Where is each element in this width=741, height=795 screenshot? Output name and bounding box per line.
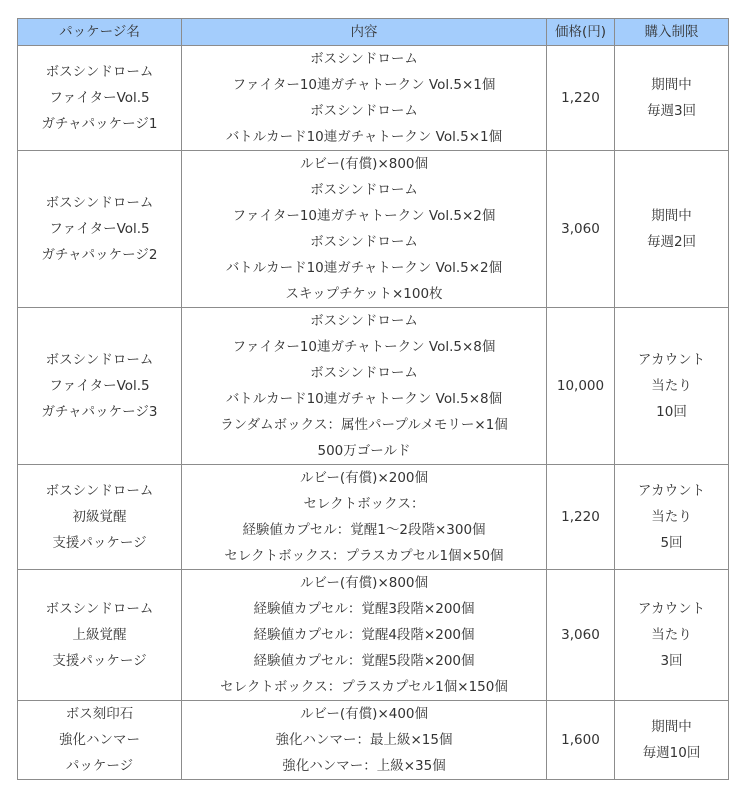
package-name-line: ボス刻印石 <box>65 706 134 722</box>
price-cell: 1,220 <box>547 46 615 151</box>
limit-line: アカウント <box>637 483 706 499</box>
content-line: 500万ゴールド <box>317 443 411 459</box>
package-name-line: ボスシンドローム <box>45 64 154 80</box>
package-name-cell <box>18 151 182 308</box>
table-row <box>18 570 729 701</box>
header-purchase-limit: 購入制限 <box>615 19 729 46</box>
package-name-line: ガチャパッケージ2 <box>41 247 158 263</box>
contents-cell <box>182 465 547 570</box>
content-line: バトルカード10連ガチャトークン Vol.5×1個 <box>225 129 503 145</box>
limit-line: 当たり <box>651 627 692 643</box>
content-line: ボスシンドローム <box>310 234 418 250</box>
package-name-line: ボスシンドローム <box>45 601 154 617</box>
content-line: ボスシンドローム <box>310 51 418 67</box>
content-line: ファイター10連ガチャトークン Vol.5×1個 <box>232 77 496 93</box>
content-line: ボスシンドローム <box>310 313 418 329</box>
limit-cell <box>615 465 729 570</box>
package-name-line: ボスシンドローム <box>45 352 154 368</box>
limit-line: 毎週3回 <box>646 103 697 119</box>
table-header-row <box>18 19 729 46</box>
contents-cell <box>182 46 547 151</box>
content-line: 経験値カプセル：覚醒3段階×200個 <box>253 601 475 617</box>
content-line: 経験値カプセル：覚醒1～2段階×300個 <box>242 522 486 538</box>
limit-line: 10回 <box>656 404 687 420</box>
package-name-line: 支援パッケージ <box>52 535 147 551</box>
table-row <box>18 46 729 151</box>
content-line: ボスシンドローム <box>310 103 418 119</box>
price-cell: 1,220 <box>547 465 615 570</box>
content-line: 強化ハンマー：最上級×15個 <box>275 732 453 748</box>
price-cell: 1,600 <box>547 701 615 780</box>
header-price: 価格(円) <box>547 19 615 46</box>
content-line: ボスシンドローム <box>310 182 418 198</box>
limit-cell <box>615 151 729 308</box>
contents-cell <box>182 701 547 780</box>
package-name-cell <box>18 46 182 151</box>
content-line: セレクトボックス：プラスカプセル1個×50個 <box>224 548 504 564</box>
header-package-name: パッケージ名 <box>18 19 182 46</box>
package-name-line: 初級覚醒 <box>72 509 127 525</box>
limit-line: 毎週10回 <box>642 745 701 761</box>
price-cell: 10,000 <box>547 308 615 465</box>
package-name-line: 強化ハンマー <box>59 732 140 748</box>
content-line: セレクトボックス：プラスカプセル1個×150個 <box>220 679 508 695</box>
package-name-line: ボスシンドローム <box>45 483 154 499</box>
limit-cell <box>615 46 729 151</box>
price-cell: 3,060 <box>547 570 615 701</box>
package-name-line: ファイターVol.5 <box>49 90 150 106</box>
content-line: 強化ハンマー：上級×35個 <box>282 758 446 774</box>
content-line: ファイター10連ガチャトークン Vol.5×2個 <box>232 208 496 224</box>
package-table <box>17 18 729 780</box>
content-line: セレクトボックス： <box>303 496 425 512</box>
package-name-line: ファイターVol.5 <box>49 378 150 394</box>
content-line: ルビー(有償)×200個 <box>299 470 429 486</box>
contents-cell <box>182 570 547 701</box>
content-line: ルビー(有償)×400個 <box>299 706 429 722</box>
package-name-line: ガチャパッケージ3 <box>41 404 158 420</box>
content-line: ルビー(有償)×800個 <box>299 156 429 172</box>
package-name-cell <box>18 701 182 780</box>
limit-cell <box>615 308 729 465</box>
limit-cell <box>615 570 729 701</box>
table-row <box>18 701 729 780</box>
content-line: 経験値カプセル：覚醒4段階×200個 <box>253 627 475 643</box>
limit-line: アカウント <box>637 352 706 368</box>
package-name-cell <box>18 570 182 701</box>
limit-line: 3回 <box>660 653 683 669</box>
package-name-cell <box>18 308 182 465</box>
table-row <box>18 308 729 465</box>
limit-cell <box>615 701 729 780</box>
limit-line: 毎週2回 <box>646 234 697 250</box>
package-name-line: パッケージ <box>65 758 134 774</box>
limit-line: 期間中 <box>651 719 692 735</box>
limit-line: 期間中 <box>651 77 692 93</box>
package-name-line: ボスシンドローム <box>45 195 154 211</box>
content-line: スキップチケット×100枚 <box>285 286 443 302</box>
content-line: バトルカード10連ガチャトークン Vol.5×8個 <box>225 391 503 407</box>
limit-line: 当たり <box>651 509 692 525</box>
content-line: 経験値カプセル：覚醒5段階×200個 <box>253 653 475 669</box>
package-name-line: ファイターVol.5 <box>49 221 150 237</box>
limit-line: アカウント <box>637 601 706 617</box>
table-row <box>18 465 729 570</box>
package-name-line: 上級覚醒 <box>72 627 127 643</box>
header-contents: 内容 <box>182 19 547 46</box>
content-line: ファイター10連ガチャトークン Vol.5×8個 <box>232 339 496 355</box>
price-cell: 3,060 <box>547 151 615 308</box>
package-name-line: ガチャパッケージ1 <box>41 116 158 132</box>
package-name-line: 支援パッケージ <box>52 653 147 669</box>
content-line: ランダムボックス：属性パープルメモリー×1個 <box>220 417 508 433</box>
table-row <box>18 151 729 308</box>
limit-line: 期間中 <box>651 208 692 224</box>
contents-cell <box>182 151 547 308</box>
content-line: バトルカード10連ガチャトークン Vol.5×2個 <box>225 260 503 276</box>
content-line: ルビー(有償)×800個 <box>299 575 429 591</box>
contents-cell <box>182 308 547 465</box>
content-line: ボスシンドローム <box>310 365 418 381</box>
limit-line: 当たり <box>651 378 692 394</box>
limit-line: 5回 <box>660 535 683 551</box>
package-name-cell <box>18 465 182 570</box>
package-table-container <box>17 18 728 780</box>
